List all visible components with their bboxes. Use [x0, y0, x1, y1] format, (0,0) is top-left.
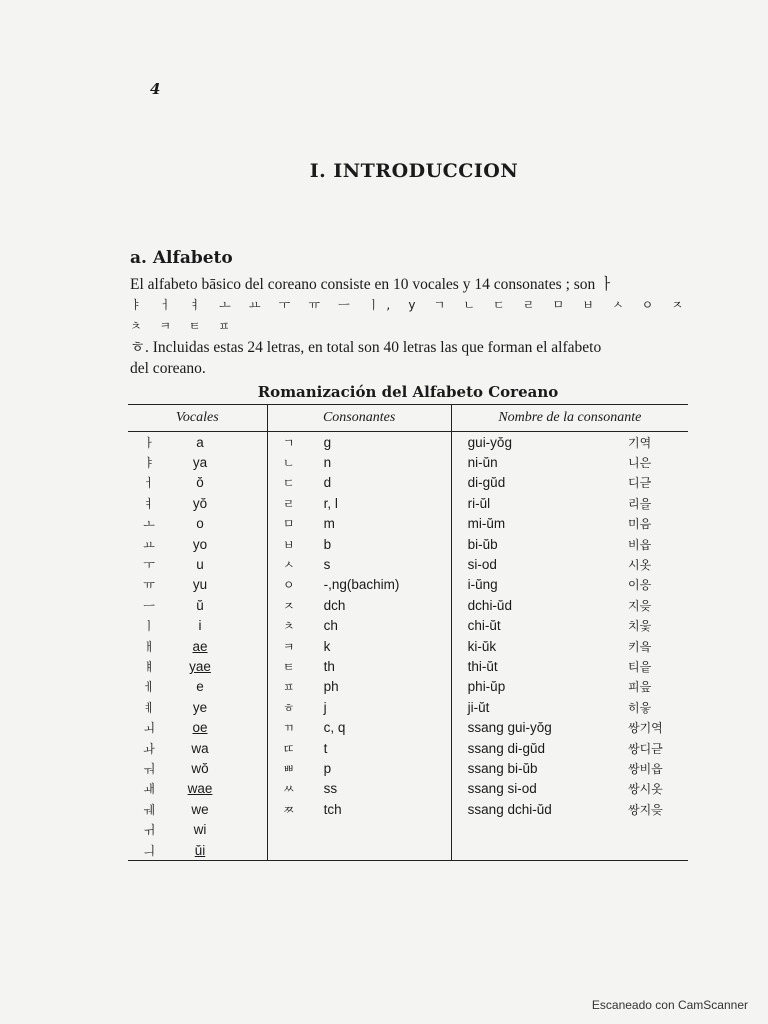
consonant-hangul: ㅋ	[282, 639, 295, 654]
consonant-name: phi-ŭp	[467, 679, 506, 695]
table-row	[128, 493, 688, 513]
consonant-name: dchi-ŭd	[467, 597, 512, 613]
consonant-romanization: -,ng(bachim)	[323, 577, 400, 593]
paragraph-line: del coreano.	[130, 360, 206, 377]
vowel-romanization: wŏ	[191, 760, 209, 776]
consonant-hangul: ㅈ	[282, 598, 295, 613]
vowel-romanization: yo	[192, 536, 208, 552]
consonant-hangul: ㅍ	[282, 680, 295, 695]
table-row	[128, 616, 688, 636]
consonant-romanization: tch	[323, 801, 342, 817]
consonant-hangul: ㄲ	[282, 721, 295, 736]
consonant-name-hangul: 리을	[628, 496, 652, 511]
consonant-romanization: ss	[323, 781, 338, 797]
consonant-name: ssang gui-yŏg	[467, 720, 552, 736]
consonant-hangul: ㅌ	[282, 659, 295, 674]
header-vowels: Vocales	[128, 405, 267, 432]
vowel-hangul: ㅑ	[143, 456, 155, 471]
consonant-name: si-od	[467, 557, 497, 573]
table-row	[128, 799, 688, 819]
table-row	[128, 452, 688, 472]
vowel-hangul: ㅗ	[143, 517, 155, 532]
vowel-romanization: yae	[189, 658, 211, 674]
vowel-hangul: ㅛ	[143, 537, 155, 552]
vowel-hangul: ㅕ	[143, 496, 155, 511]
vowel-romanization: ŭ	[196, 597, 204, 613]
consonant-hangul: ㅅ	[282, 558, 295, 573]
vowel-hangul: ㅟ	[143, 823, 155, 838]
vowel-hangul: ㅠ	[143, 578, 155, 593]
consonant-name-hangul: 쌍지읒	[628, 802, 663, 817]
vowel-romanization: yu	[192, 577, 208, 593]
consonant-hangul: ㅁ	[282, 517, 295, 532]
consonant-name: bi-ŭb	[467, 536, 498, 552]
consonant-hangul: ㄹ	[282, 496, 295, 511]
romanization-table	[128, 404, 688, 861]
vowel-romanization: wi	[193, 822, 207, 838]
consonant-romanization: dch	[323, 597, 346, 613]
consonant-hangul: ㅎ	[282, 700, 295, 715]
vowel-romanization: wae	[187, 781, 213, 797]
table-body	[128, 432, 688, 861]
paragraph-line: El alfabeto bāsico del coreano consiste en 10 vocales y 14 consonates ; son ㅏ	[130, 276, 615, 293]
consonant-romanization: th	[323, 658, 335, 674]
consonant-romanization: c, q	[323, 720, 346, 736]
consonant-name: ni-ŭn	[467, 455, 498, 471]
vowel-romanization: e	[196, 679, 204, 695]
vowel-hangul: ㅝ	[143, 761, 155, 776]
vowel-hangul: ㅐ	[143, 639, 155, 654]
consonant-name: ri-ŭl	[467, 495, 491, 511]
consonant-romanization: p	[323, 760, 332, 776]
consonant-name: ssang di-gŭd	[467, 740, 545, 756]
consonant-name-hangul: 디귿	[628, 476, 652, 491]
table-row	[128, 738, 688, 758]
vowel-hangul: ㅡ	[143, 598, 155, 613]
table-row	[128, 840, 688, 861]
consonant-name: ssang si-od	[467, 781, 537, 797]
vowel-romanization: ae	[192, 638, 208, 654]
consonant-name: ssang dchi-ŭd	[467, 801, 552, 817]
vowel-romanization: we	[191, 801, 209, 817]
table-row	[128, 575, 688, 595]
table-row	[128, 514, 688, 534]
vowel-hangul: ㅜ	[143, 558, 155, 573]
consonant-hangul: ㅂ	[282, 537, 295, 552]
table-row	[128, 697, 688, 717]
consonant-name-hangul: 시옷	[628, 558, 652, 573]
table-row	[128, 677, 688, 697]
table-row	[128, 554, 688, 574]
vowel-romanization: u	[196, 557, 204, 573]
consonant-name: ji-ŭt	[467, 699, 490, 715]
consonant-name: ssang bi-ŭb	[467, 760, 538, 776]
vowel-romanization: ŭi	[194, 842, 206, 858]
consonant-hangul: ㄸ	[282, 741, 295, 756]
vowel-romanization: i	[198, 618, 202, 634]
consonant-romanization: r, l	[323, 495, 338, 511]
consonant-name: di-gŭd	[467, 475, 506, 491]
consonant-hangul: ㄱ	[282, 435, 295, 450]
vowel-hangul: ㅖ	[143, 700, 155, 715]
consonant-name: chi-ŭt	[467, 618, 501, 634]
consonant-name-hangul: 쌍시옷	[628, 782, 663, 797]
table-row	[128, 432, 688, 453]
consonant-name-hangul: 기역	[628, 435, 652, 450]
consonant-name-hangul: 비읍	[628, 537, 652, 552]
table-title: Romanización del Alfabeto Coreano	[257, 383, 559, 401]
consonant-hangul: ㄴ	[282, 456, 295, 471]
consonant-romanization: n	[323, 455, 332, 471]
table-row	[128, 779, 688, 799]
table-row	[128, 656, 688, 676]
consonant-hangul: ㅊ	[282, 619, 295, 634]
page-number: 4	[150, 80, 161, 98]
vowel-romanization: oe	[192, 720, 208, 736]
consonant-name-hangul: 피읖	[628, 680, 652, 695]
consonant-name: mi-ŭm	[467, 516, 506, 532]
consonant-name-hangul: 지읒	[628, 598, 652, 613]
consonant-romanization: g	[323, 434, 332, 450]
vowel-hangul: ㅚ	[143, 721, 155, 736]
vowel-hangul: ㅢ	[143, 843, 155, 858]
consonant-name-hangul: 티읕	[628, 659, 652, 674]
vowel-romanization: o	[196, 516, 204, 532]
consonant-name-hangul: 쌍기역	[628, 721, 663, 736]
table-row	[128, 758, 688, 778]
header-consonants: Consonantes	[267, 405, 451, 432]
consonant-romanization: j	[323, 699, 327, 715]
consonant-romanization: ph	[323, 679, 339, 695]
consonant-name: gui-yŏg	[467, 434, 512, 450]
consonant-name-hangul: 히읗	[628, 700, 652, 715]
table-row	[128, 819, 688, 839]
consonant-name-hangul: 쌍디귿	[628, 741, 663, 756]
vowel-hangul: ㅣ	[143, 619, 155, 634]
table-row	[128, 717, 688, 737]
consonant-romanization: s	[323, 557, 331, 573]
consonant-romanization: ch	[323, 618, 338, 634]
paragraph-line: ㅑ ㅓ ㅕ ㅗ ㅛ ㅜ ㅠ ㅡ ㅣ, y ㄱ ㄴ ㄷ ㄹ ㅁ ㅂ ㅅ ㅇ ㅈ ㅊ ㅋ ㅌ ㅍ	[130, 298, 690, 333]
chapter-title: I. INTRODUCCION	[309, 160, 519, 182]
vowel-romanization: yŏ	[192, 495, 208, 511]
vowel-romanization: wa	[191, 740, 209, 756]
consonant-romanization: b	[323, 536, 332, 552]
vowel-hangul: ㅙ	[143, 782, 155, 797]
consonant-name-hangul: 쌍비읍	[628, 761, 663, 776]
intro-paragraph	[130, 274, 690, 379]
vowel-romanization: ye	[192, 699, 208, 715]
consonant-name-hangul: 미음	[628, 517, 652, 532]
table-row	[128, 534, 688, 554]
vowel-hangul: ㅏ	[143, 435, 155, 450]
consonant-romanization: d	[323, 475, 332, 491]
table-row	[128, 636, 688, 656]
consonant-name: i-ŭng	[467, 577, 498, 593]
consonant-name-hangul: 키읔	[628, 639, 652, 654]
vowel-hangul: ㅒ	[143, 659, 155, 674]
vowel-hangul: ㅘ	[143, 741, 155, 756]
consonant-name: ki-ŭk	[467, 638, 497, 654]
table-row	[128, 473, 688, 493]
vowel-romanization: ya	[192, 455, 208, 471]
consonant-name: thi-ŭt	[467, 658, 498, 674]
consonant-hangul: ㅃ	[282, 761, 295, 776]
vowel-romanization: a	[196, 434, 204, 450]
vowel-hangul: ㅞ	[143, 802, 155, 817]
consonant-romanization: m	[323, 516, 335, 532]
vowel-hangul: ㅓ	[143, 476, 155, 491]
table-row	[128, 595, 688, 615]
consonant-name-hangul: 치읓	[628, 619, 652, 634]
consonant-hangul: ㅉ	[282, 802, 295, 817]
paragraph-line: ㅎ. Incluidas estas 24 letras, en total son 40 letras las que forman el alfabeto	[130, 339, 602, 356]
consonant-name-hangul: 이응	[628, 578, 652, 593]
scanner-watermark: Escaneado con CamScanner	[591, 998, 748, 1012]
consonant-hangul: ㄷ	[282, 476, 295, 491]
consonant-romanization: k	[323, 638, 331, 654]
section-heading: a. Alfabeto	[130, 248, 233, 268]
consonant-hangul: ㅇ	[282, 578, 295, 593]
consonant-romanization: t	[323, 740, 328, 756]
header-names: Nombre de la consonante	[451, 405, 688, 432]
vowel-hangul: ㅔ	[143, 680, 155, 695]
consonant-name-hangul: 니은	[628, 456, 652, 471]
vowel-romanization: ŏ	[196, 475, 204, 491]
consonant-hangul: ㅆ	[282, 782, 295, 797]
